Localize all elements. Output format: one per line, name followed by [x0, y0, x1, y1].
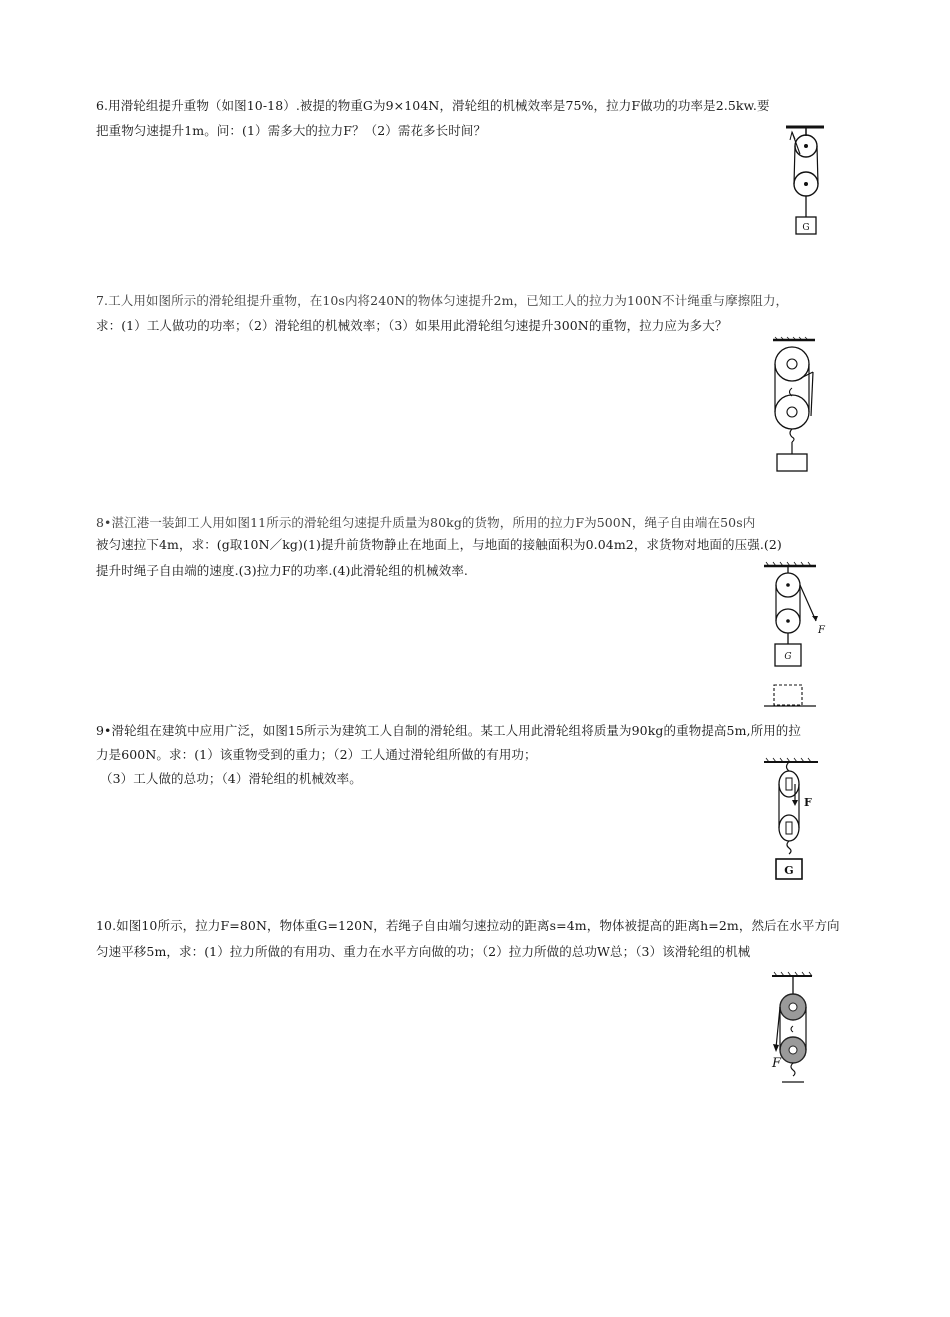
q7-pulley-figure: [765, 336, 825, 476]
q8-text-line-3: 提升时绳子自由端的速度.(3)拉力F的功率.(4)此滑轮组的机械效率.: [96, 563, 469, 578]
q9-box-label: G: [784, 864, 794, 877]
q6-pulley-figure: [780, 124, 830, 244]
q9-text-line-3: （3）工人做的总功；（4）滑轮组的机械效率。: [100, 771, 362, 786]
q10-pulley-figure: [764, 970, 824, 1090]
q6-text-line-2: 把重物匀速提升1m。问：(1）需多大的拉力F？（2）需花多长时间？: [96, 123, 487, 138]
q9-text-line-2: 力是600N。求：(1）该重物受到的重力；（2）工人通过滑轮组所做的有用功；: [96, 747, 537, 762]
q8-force-label: F: [818, 625, 825, 636]
q9-pulley-figure: [762, 756, 822, 884]
q7-text-line-1: 7.工人用如图所示的滑轮组提升重物，在10s内将240N的物体匀速提升2m，已知工人的拉力为100N不计绳重与摩擦阻力，: [96, 293, 789, 308]
q10-text-line-2: 匀速平移5m，求：(1）拉力所做的有用功、重力在水平方向做的功；（2）拉力所做的总功W总；（3）该滑轮组的机械: [96, 944, 751, 959]
q8-text-line-2: 被匀速拉下4m，求：(g取10N／kg)(1)提升前货物静止在地面上，与地面的接触面积为0.04m2，求货物对地面的压强.(2): [96, 537, 782, 552]
q6-box-label: G: [802, 223, 810, 233]
q8-pulley-figure: [760, 561, 840, 711]
q10-text-line-1: 10.如图10所示，拉力F=80N，物体重G=120N，若绳子自由端匀速拉动的距离s=4m，物体被提高的距离h=2m，然后在水平方向: [96, 918, 840, 933]
q6-text-line-1: 6.用滑轮组提升重物（如图10-18）.被提的物重G为9×104N，滑轮组的机械效率是75%，拉力F做功的功率是2.5kw.要: [96, 98, 770, 113]
q7-text-line-2: 求：(1）工人做功的功率；（2）滑轮组的机械效率；（3）如果用此滑轮组匀速提升300N的重物，拉力应为多大？: [96, 318, 728, 333]
q8-box-label: G: [784, 652, 792, 662]
q9-text-line-1: 9•滑轮组在建筑中应用广泛，如图15所示为建筑工人自制的滑轮组。某工人用此滑轮组将质量为90kg的重物提高5m,所用的拉: [96, 723, 801, 738]
q9-force-label: F: [804, 796, 812, 809]
q10-force-label: F: [772, 1056, 782, 1071]
q8-text-line-1: 8•湛江港一装卸工人用如图11所示的滑轮组匀速提升质量为80kg的货物，所用的拉力F为500N，绳子自由端在50s内: [96, 515, 756, 530]
